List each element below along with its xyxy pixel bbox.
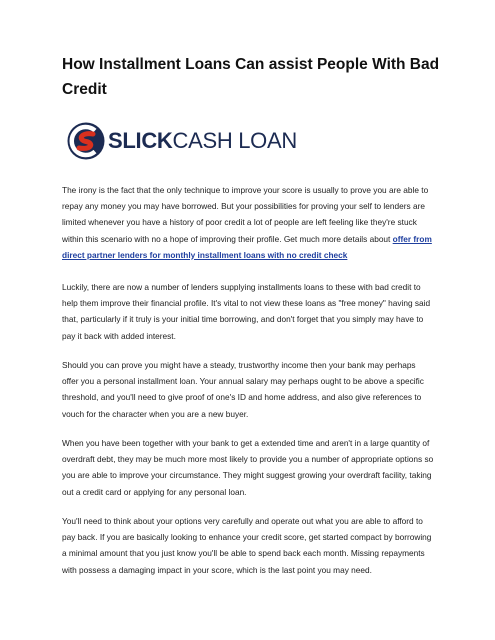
- paragraph-1: [62, 182, 434, 263]
- offer-link[interactable]: offer from direct partner lenders for monthly installment loans with no credit check: [62, 233, 432, 260]
- paragraph-5: You'll need to think about your options very carefully and operate out what you are able to afford to pay back. If you are basically looking to enhance your credit score, get started compact by borrowing a minimal amount that you just know you'll be able to spend back each month. Missing repayments with possess a damaging impact in your score, which is the last point you may need.: [62, 516, 432, 575]
- logo-wordmark: [108, 126, 297, 156]
- logo-word-cash-loan: CASH LOAN: [172, 128, 297, 153]
- logo-mark-icon: [66, 121, 106, 161]
- paragraph-3: Should you can prove you might have a steady, trustworthy income then your bank may perhaps offer you a personal installment loan. Your annual salary may perhaps ought to be above a specific threshold, and you'll need to give proof of one's ID and home address, and also give references to vouch for the character when you are a new buyer.: [62, 360, 424, 419]
- paragraph-2: Luckily, there are now a number of lenders supplying installments loans to these with bad credit to help them improve their financial profile. It's vital to not view these loans as "free money" having said that, particularly if it truly is your initial time borrowing, and don't forget that you simply may have to pay it back with added interest.: [62, 282, 431, 341]
- page-title: How Installment Loans Can assist People With Bad Credit: [62, 56, 440, 98]
- paragraph-4: When you have been together with your bank to get a extended time and aren't in a large quantity of overdraft debt, they may be much more most likely to provide you a number of appropriate options so you are able to improve your circumstance. They might suggest growing your overdraft facility, taking out a credit card or applying for any personal loan.: [62, 438, 434, 497]
- paragraph-text: The irony is the fact that the only technique to improve your score is usually to prove you are able to repay any money you may have borrowed. But your possibilities for proving your self to lenders are limited whenever you have a history of poor credit a lot of people are left feeling like they're stuck within this scenario with no a hope of improving their profile. Get much more details about: [62, 185, 429, 244]
- logo-word-slick: SLICK: [108, 128, 173, 153]
- slick-cash-loan-logo: [66, 120, 297, 162]
